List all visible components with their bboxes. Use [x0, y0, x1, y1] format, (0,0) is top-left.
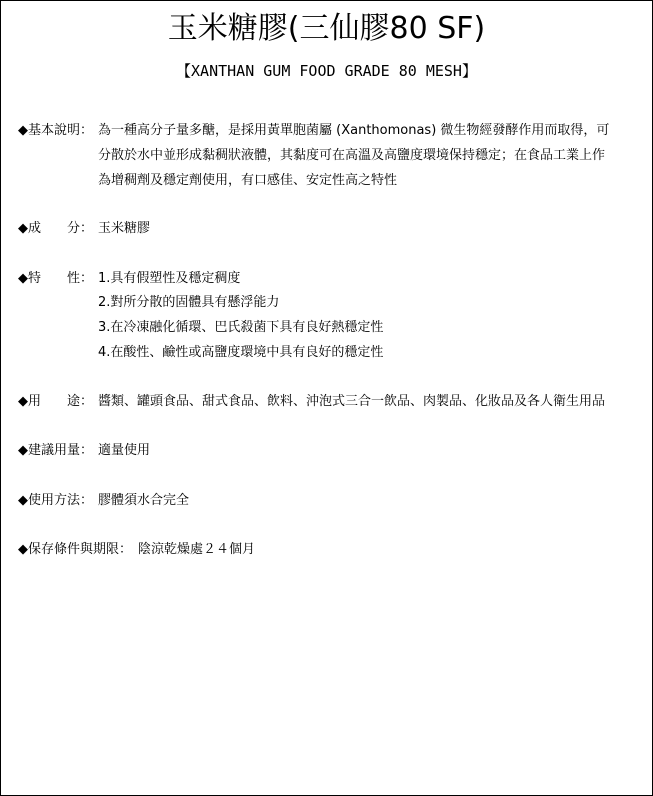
feature-item-4: 4.在酸性、鹼性或高鹽度環境中具有良好的穩定性 [98, 345, 384, 360]
basic-description-label: ◆基本說明： [18, 123, 93, 138]
dosage-value: 適量使用 [98, 443, 151, 458]
ingredient-label: ◆成 分： [18, 221, 93, 236]
feature-item-2: 2.對所分散的固體具有懸浮能力 [98, 295, 280, 310]
storage-value: 陰涼乾燥處２４個月 [138, 542, 256, 557]
feature-item-3: 3.在冷凍融化循環、巴氏殺菌下具有良好熱穩定性 [98, 320, 384, 335]
product-grade-subtitle: 【XANTHAN GUM FOOD GRADE 80 MESH】 [176, 62, 477, 80]
method-label: ◆使用方法： [18, 493, 93, 508]
storage-label: ◆保存條件與期限： [18, 542, 132, 557]
ingredient-value: 玉米糖膠 [98, 221, 151, 236]
usage-value: 醬類、罐頭食品、甜式食品、飲料、沖泡式三合一飲品、肉製品、化妝品及各人衛生用品 [98, 394, 606, 409]
method-value: 膠體須水合完全 [98, 493, 190, 508]
basic-description-line-3: 為增稠劑及穩定劑使用，有口感佳、安定性高之特性 [98, 173, 398, 188]
dosage-label: ◆建議用量： [18, 443, 93, 458]
usage-label: ◆用 途： [18, 394, 93, 409]
page-title: 玉米糖膠(三仙膠80 SF) [167, 11, 486, 46]
features-label: ◆特 性： [18, 271, 93, 286]
basic-description-line-1: 為一種高分子量多醣，是採用黃單胞菌屬 (Xanthomonas) 微生物經發酵作用而取得，可 [98, 123, 610, 138]
feature-item-1: 1.具有假塑性及穩定稠度 [98, 271, 241, 286]
basic-description-line-2: 分散於水中並形成黏稠狀液體，其黏度可在高溫及高鹽度環境保持穩定；在食品工業上作 [98, 148, 606, 163]
